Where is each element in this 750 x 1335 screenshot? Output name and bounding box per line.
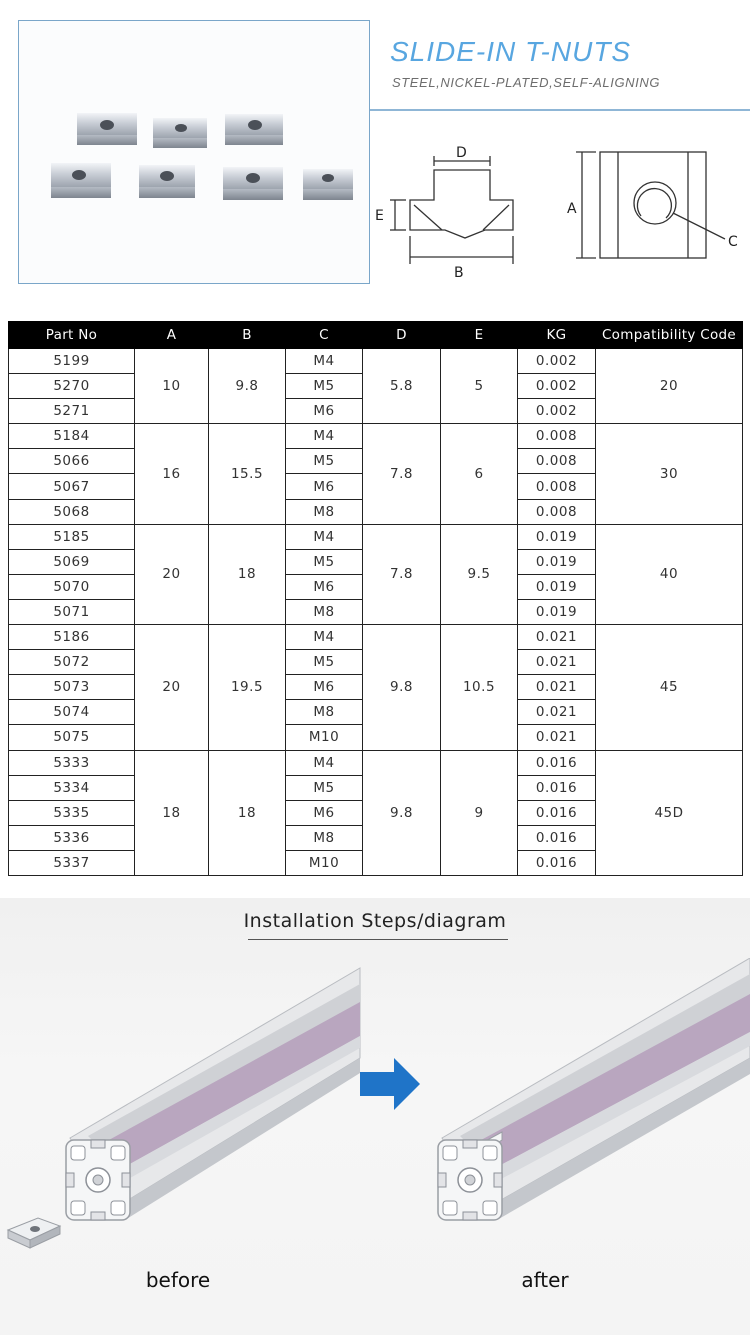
col-header-e: E — [441, 322, 518, 349]
dim-d-cell: 5.8 — [363, 349, 441, 424]
weight-kg-cell: 0.016 — [518, 850, 596, 875]
profile-end-face — [438, 1140, 502, 1220]
dim-a-cell: 20 — [135, 625, 209, 750]
table-body — [9, 349, 743, 876]
thread-c-cell: M8 — [286, 700, 363, 725]
weight-kg-cell: 0.016 — [518, 825, 596, 850]
col-header-d: D — [363, 322, 441, 349]
t-nut-front-view — [390, 156, 513, 264]
dim-b-cell: 18 — [209, 524, 286, 624]
part-no-cell: 5337 — [9, 850, 135, 875]
part-no-cell: 5186 — [9, 625, 135, 650]
col-header-compatibility-code: Compatibility Code — [596, 322, 743, 349]
weight-kg-cell: 0.002 — [518, 349, 596, 374]
thread-c-cell: M5 — [286, 374, 363, 399]
before-profile-illustration — [0, 958, 370, 1258]
weight-kg-cell: 0.008 — [518, 474, 596, 499]
dim-a-cell: 16 — [135, 424, 209, 524]
part-no-cell: 5074 — [9, 700, 135, 725]
part-no-cell: 5335 — [9, 800, 135, 825]
part-no-cell: 5199 — [9, 349, 135, 374]
dim-a-cell: 10 — [135, 349, 209, 424]
thread-c-cell: M8 — [286, 599, 363, 624]
thread-c-cell: M6 — [286, 800, 363, 825]
thread-c-cell: M4 — [286, 625, 363, 650]
col-header-c: C — [286, 322, 363, 349]
t-nut-top-view — [576, 152, 725, 258]
thread-c-cell: M4 — [286, 424, 363, 449]
thread-c-cell: M5 — [286, 775, 363, 800]
weight-kg-cell: 0.021 — [518, 675, 596, 700]
t-nut-6 — [223, 167, 283, 200]
thread-c-cell: M5 — [286, 650, 363, 675]
installation-title-underline — [248, 939, 508, 940]
dimension-label-c: C — [728, 234, 738, 250]
table-row — [9, 349, 743, 374]
loose-t-nut — [8, 1218, 60, 1248]
weight-kg-cell: 0.016 — [518, 800, 596, 825]
spec-table — [8, 321, 743, 876]
installation-title: Installation Steps/diagram — [243, 910, 507, 932]
page-subtitle: STEEL,NICKEL-PLATED,SELF-ALIGNING — [392, 75, 661, 90]
part-no-cell: 5071 — [9, 599, 135, 624]
compatibility-code-cell: 30 — [596, 424, 743, 524]
part-no-cell: 5068 — [9, 499, 135, 524]
dim-e-cell: 6 — [441, 424, 518, 524]
thread-c-cell: M8 — [286, 499, 363, 524]
table-row — [9, 625, 743, 650]
part-no-cell: 5073 — [9, 675, 135, 700]
col-header-b: B — [209, 322, 286, 349]
thread-c-cell: M4 — [286, 750, 363, 775]
weight-kg-cell: 0.016 — [518, 775, 596, 800]
table-row — [9, 750, 743, 775]
t-nut-1 — [77, 113, 137, 145]
dim-e-cell: 9 — [441, 750, 518, 875]
dim-d-cell: 7.8 — [363, 524, 441, 624]
weight-kg-cell: 0.021 — [518, 650, 596, 675]
thread-c-cell: M4 — [286, 349, 363, 374]
t-nut-7 — [303, 169, 353, 200]
table-row — [9, 524, 743, 549]
table-row — [9, 424, 743, 449]
weight-kg-cell: 0.019 — [518, 574, 596, 599]
thread-c-cell: M6 — [286, 474, 363, 499]
thread-c-cell: M6 — [286, 675, 363, 700]
compatibility-code-cell: 20 — [596, 349, 743, 424]
part-no-cell: 5271 — [9, 399, 135, 424]
thread-c-cell: M8 — [286, 825, 363, 850]
dim-e-cell: 10.5 — [441, 625, 518, 750]
col-header-kg: KG — [518, 322, 596, 349]
dim-e-cell: 9.5 — [441, 524, 518, 624]
part-no-cell: 5336 — [9, 825, 135, 850]
title-divider — [370, 109, 750, 111]
thread-c-cell: M10 — [286, 850, 363, 875]
thread-c-cell: M6 — [286, 574, 363, 599]
t-nut-3 — [225, 114, 283, 145]
before-label: before — [145, 1268, 211, 1292]
t-nut-4 — [51, 163, 111, 198]
part-no-cell: 5333 — [9, 750, 135, 775]
weight-kg-cell: 0.008 — [518, 499, 596, 524]
dim-b-cell: 18 — [209, 750, 286, 875]
weight-kg-cell: 0.021 — [518, 625, 596, 650]
compatibility-code-cell: 40 — [596, 524, 743, 624]
weight-kg-cell: 0.021 — [518, 700, 596, 725]
weight-kg-cell: 0.008 — [518, 449, 596, 474]
part-no-cell: 5070 — [9, 574, 135, 599]
after-label: after — [521, 1268, 569, 1292]
thread-c-cell: M5 — [286, 449, 363, 474]
installation-section — [0, 898, 750, 1335]
weight-kg-cell: 0.002 — [518, 399, 596, 424]
t-nut-photo-image — [19, 21, 370, 284]
product-photo — [18, 20, 370, 284]
part-no-cell: 5270 — [9, 374, 135, 399]
part-no-cell: 5069 — [9, 549, 135, 574]
part-no-cell: 5184 — [9, 424, 135, 449]
t-nut-2 — [153, 118, 207, 148]
part-no-cell: 5075 — [9, 725, 135, 750]
weight-kg-cell: 0.019 — [518, 524, 596, 549]
dim-b-cell: 15.5 — [209, 424, 286, 524]
profile-end-face — [66, 1140, 130, 1220]
weight-kg-cell: 0.019 — [518, 599, 596, 624]
dimension-label-d: D — [456, 145, 467, 161]
after-profile-illustration — [380, 958, 750, 1258]
weight-kg-cell: 0.008 — [518, 424, 596, 449]
part-no-cell: 5072 — [9, 650, 135, 675]
page-title: SLIDE-IN T-NUTS — [390, 36, 632, 67]
dim-e-cell: 5 — [441, 349, 518, 424]
table-header-row — [9, 322, 743, 349]
part-no-cell: 5066 — [9, 449, 135, 474]
dim-d-cell: 7.8 — [363, 424, 441, 524]
weight-kg-cell: 0.016 — [518, 750, 596, 775]
compatibility-code-cell: 45 — [596, 625, 743, 750]
col-header-part-no: Part No — [9, 322, 135, 349]
part-no-cell: 5185 — [9, 524, 135, 549]
thread-c-cell: M4 — [286, 524, 363, 549]
thread-c-cell: M10 — [286, 725, 363, 750]
weight-kg-cell: 0.019 — [518, 549, 596, 574]
col-header-a: A — [135, 322, 209, 349]
part-no-cell: 5334 — [9, 775, 135, 800]
dimension-diagram — [370, 130, 750, 290]
dimension-label-b: B — [454, 265, 464, 281]
weight-kg-cell: 0.021 — [518, 725, 596, 750]
dim-b-cell: 9.8 — [209, 349, 286, 424]
part-no-cell: 5067 — [9, 474, 135, 499]
compatibility-code-cell: 45D — [596, 750, 743, 875]
thread-c-cell: M5 — [286, 549, 363, 574]
dim-d-cell: 9.8 — [363, 750, 441, 875]
weight-kg-cell: 0.002 — [518, 374, 596, 399]
dim-a-cell: 18 — [135, 750, 209, 875]
dim-d-cell: 9.8 — [363, 625, 441, 750]
dim-a-cell: 20 — [135, 524, 209, 624]
dimension-label-a: A — [567, 201, 577, 217]
dim-b-cell: 19.5 — [209, 625, 286, 750]
thread-c-cell: M6 — [286, 399, 363, 424]
t-nut-5 — [139, 165, 195, 198]
dimension-label-e: E — [375, 208, 384, 224]
